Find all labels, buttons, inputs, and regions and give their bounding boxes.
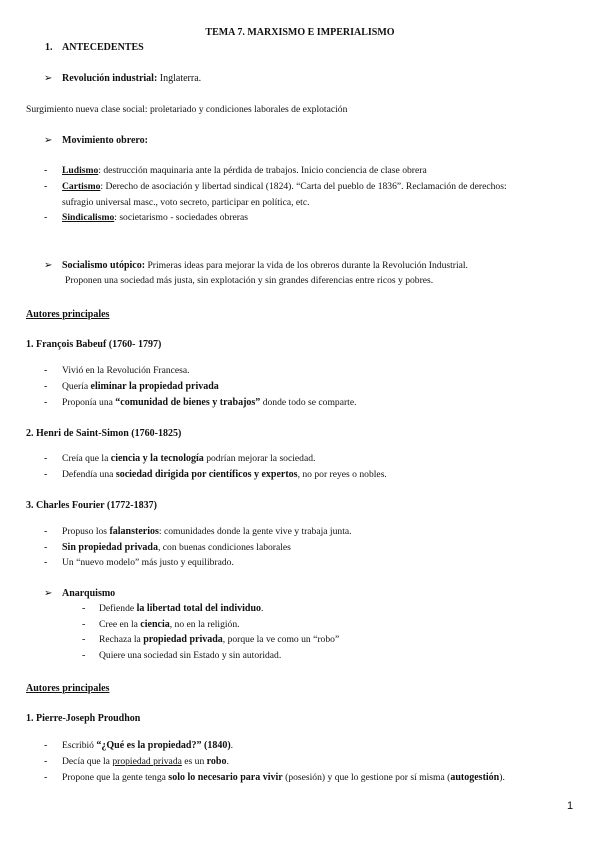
item-bold: Sin propiedad privada [62,542,158,553]
anarquismo-item [99,602,263,615]
dash-bullet: - [44,365,48,376]
item-text: Proponía una [62,397,116,408]
fourier-item [62,525,352,538]
dash-bullet: - [44,181,48,192]
saintsimon-item [62,452,315,465]
fourier-heading: 3. Charles Fourier (1772-1837) [26,500,157,511]
item-text: Rechaza la [99,634,144,645]
utopico-text: Primeras ideas para mejorar la vida de los obreros durante la Revolución Industrial. [145,260,468,271]
dash-bullet: - [82,603,86,614]
item-text: , con buenas condiciones laborales [157,542,291,553]
item-text: . [226,756,229,767]
ludismo-text: : destrucción maquinaria ante la pérdida de trabajos. Inicio conciencia de clase obrera [98,165,427,176]
cartismo-text: : Derecho de asociación y libertad sindical (1824). “Carta del pueblo de 1836”. Reclamación de derechos: [100,181,507,192]
item-text: . [261,603,264,614]
fourier-item [62,556,234,569]
dash-bullet: - [44,381,48,392]
item-bold: falansterios [109,526,159,537]
item-text: Propone que la gente tenga [62,772,169,783]
item-bold: “¿Qué es la propiedad?” (1840) [96,740,231,751]
movimiento-heading: Movimiento obrero: [62,135,149,146]
dash-bullet: - [82,619,86,630]
saintsimon-heading: 2. Henri de Saint-Simon (1760-1825) [26,428,182,439]
dash-bullet: - [44,557,48,568]
babeuf-item [62,380,219,393]
revolucion-line [62,72,201,85]
item-text: ). [499,772,505,783]
utopico-line [62,259,468,272]
item-underline: propiedad privada [112,756,182,767]
item-bold: robo [206,756,227,767]
dash-bullet: - [44,740,48,751]
item-text: (posesión) y que lo gestione por sí misma ( [282,772,451,783]
item-text: podrían mejorar la sociedad. [203,453,316,464]
fourier-item [62,541,291,554]
item-text: es un [181,756,207,767]
item-bold: autogestión [450,772,500,783]
babeuf-item [62,396,357,409]
ludismo-item [62,164,427,177]
page-number: 1 [567,800,574,812]
sindicalismo-text: : societarismo - sociedades obreras [114,212,248,223]
sindicalismo-item [62,211,248,224]
dash-bullet: - [82,650,86,661]
cartismo-term: Cartismo [62,181,101,192]
item-bold: ciencia [140,619,170,630]
item-text: Defiende [99,603,137,614]
ludismo-term: Ludismo [62,165,99,176]
arrow-bullet-icon: ➢ [44,135,53,146]
babeuf-heading: 1. François Babeuf (1760- 1797) [26,339,162,350]
dash-bullet: - [44,542,48,553]
dash-bullet: - [44,469,48,480]
autores-heading: Autores principales [26,683,110,694]
dash-bullet: - [44,212,48,223]
item-bold: ciencia y la tecnología [110,453,204,464]
item-bold: la libertad total del individuo [136,603,262,614]
dash-bullet: - [44,526,48,537]
item-text: Un “nuevo modelo” más justo y equilibrado. [62,557,234,568]
item-text: donde todo se comparte. [260,397,357,408]
item-bold: solo lo necesario para vivir [168,772,283,783]
dash-bullet: - [44,453,48,464]
item-text: Defendía una [62,469,116,480]
item-text: Quiere una sociedad sin Estado y sin autoridad. [99,650,282,661]
surgimiento-text: Surgimiento nueva clase social: proletariado y condiciones laborales de explotación [26,104,348,115]
item-text: Decía que la [62,756,113,767]
item-text: Vivió en la Revolución Francesa. [62,365,190,376]
proudhon-item [62,739,233,752]
proudhon-item [62,755,229,768]
dash-bullet: - [44,756,48,767]
dash-bullet: - [82,634,86,645]
section-heading: ANTECEDENTES [62,42,144,53]
section-number: 1. [45,42,53,53]
anarquismo-item [99,633,339,646]
saintsimon-item [62,468,387,481]
item-text: , no por reyes o nobles. [297,469,387,480]
item-text: , porque la ve como un “robo” [222,634,340,645]
anarquismo-item [99,649,281,662]
item-text: Escribió [62,740,97,751]
proudhon-item [62,771,505,784]
utopico-label: Socialismo utópico: [62,260,146,271]
item-bold: “comunidad de bienes y trabajos” [115,397,261,408]
dash-bullet: - [44,165,48,176]
document-title: TEMA 7. MARXISMO E IMPERIALISMO [205,27,395,38]
sindicalismo-term: Sindicalismo [62,212,115,223]
item-text: : comunidades donde la gente vive y trabaja junta. [158,526,352,537]
revolucion-text: Inglaterra. [157,73,202,84]
revolucion-label: Revolución industrial: [62,73,158,84]
cartismo-cont: sufragio universal masc., voto secreto, participar en política, etc. [62,197,310,208]
item-bold: eliminar la propiedad privada [90,381,219,392]
arrow-bullet-icon: ➢ [44,588,53,599]
autores-heading: Autores principales [26,309,110,320]
babeuf-item [62,364,190,377]
item-bold: sociedad dirigida por científicos y expertos [115,469,298,480]
anarquismo-item [99,618,240,631]
dash-bullet: - [44,397,48,408]
cartismo-item [62,180,507,193]
arrow-bullet-icon: ➢ [44,260,53,271]
item-text: Propuso los [62,526,110,537]
anarquismo-heading: Anarquismo [62,588,116,599]
dash-bullet: - [44,772,48,783]
item-bold: propiedad privada [143,634,223,645]
item-text: , no en la religión. [169,619,240,630]
item-text: Creía que la [62,453,111,464]
proudhon-heading: 1. Pierre-Joseph Proudhon [26,713,141,724]
item-text: Quería [62,381,91,392]
utopico-cont: Proponen una sociedad más justa, sin explotación y sin grandes diferencias entre ricos y pobres. [65,275,434,286]
item-text: Cree en la [99,619,141,630]
arrow-bullet-icon: ➢ [44,73,53,84]
item-text: . [230,740,234,751]
